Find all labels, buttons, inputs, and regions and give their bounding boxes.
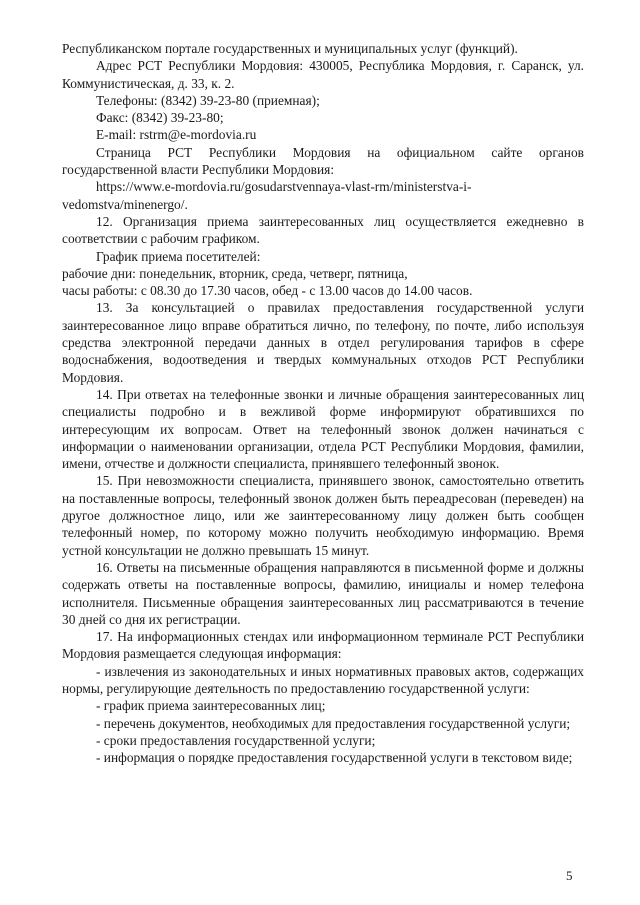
page-number: 5: [566, 868, 573, 883]
paragraph-website-intro: Страница РСТ Республики Мордовия на официальном сайте органов государственной власти Республики Мордовия:: [62, 144, 584, 178]
paragraph-item-17: 17. На информационных стендах или информационном терминале РСТ Республики Мордовия размещается следующая информация:: [62, 629, 584, 662]
paragraph-item-15: 15. При невозможности специалиста, принявшего звонок, самостоятельно ответить на поставленные вопросы, телефонный звонок должен быть переадресован (переведен) на другое должностное лицо, или же заинтересованному лицу должен быть сообщен телефонный номер, по которому можно получить необходимую информацию. Время устной консультации не должно превышать 15 минут.: [62, 473, 584, 558]
paragraph-address: Адрес РСТ Республики Мордовия: 430005, Республика Мордовия, г. Саранск, ул. Коммунистическая, д. 33, к. 2.: [62, 58, 584, 91]
list-item-documents-list: - перечень документов, необходимых для предоставления государственной услуги;: [96, 715, 571, 731]
paragraph-schedule-title: График приема посетителей:: [96, 248, 261, 264]
list-item-service-terms: - сроки предоставления государственной услуги;: [96, 732, 376, 748]
paragraph-work-hours: часы работы: с 08.30 до 17.30 часов, обед - с 13.00 часов до 14.00 часов.: [62, 283, 473, 299]
paragraph-phones: Телефоны: (8342) 39-23-80 (приемная);: [96, 92, 320, 108]
paragraph-fax: Факс: (8342) 39-23-80;: [96, 110, 224, 126]
list-item-service-procedure: - информация о порядке предоставления государственной услуги в текстовом виде;: [96, 750, 573, 766]
list-item-reception-schedule: - график приема заинтересованных лиц;: [96, 698, 326, 714]
list-item-legal-extracts: - извлечения из законодательных и иных нормативных правовых актов, содержащих нормы, регулирующие деятельность по предоставлению государственной услуги:: [62, 663, 584, 696]
paragraph-item-12: 12. Организация приема заинтересованных лиц осуществляется ежедневно в соответствии с рабочим графиком.: [62, 213, 584, 247]
paragraph-portal: Республиканском портале государственных и муниципальных услуг (функций).: [62, 41, 518, 56]
paragraph-item-14: 14. При ответах на телефонные звонки и личные обращения заинтересованных лиц специалисты подробно и в вежливой форме информируют обратившихся по интересующим их вопросам. Ответ на телефонный звонок должен начинаться с информации о наименовании организации, отдела РСТ Республики Мордовия, фамилии, имени, отчестве и должности специалиста, принявшего телефонный звонок.: [62, 386, 584, 472]
paragraph-item-16: 16. Ответы на письменные обращения направляются в письменной форме и должны содержать ответы на поставленные вопросы, фамилию, инициалы и номер телефона исполнителя. Письменные обращения заинтересованных лиц рассматриваются в течение 30 дней со дня их регистрации.: [62, 559, 584, 627]
paragraph-website-url: https://www.e-mordovia.ru/gosudarstvennaya-vlast-rm/ministerstva-i-vedomstva/minenergo/.: [62, 179, 472, 212]
paragraph-email: E-mail: rstrm@e-mordovia.ru: [96, 127, 257, 143]
paragraph-item-13: 13. За консультацией о правилах предоставления государственной услуги заинтересованное лицо вправе обратиться лично, по телефону, по почте, либо используя средства электронной передачи данных в отдел регулирования тарифов в сфере водоснабжения, водоотведения и твердых коммунальных отходов РСТ Республики Мордовия.: [62, 300, 584, 385]
paragraph-workdays: рабочие дни: понедельник, вторник, среда, четверг, пятница,: [62, 265, 408, 281]
document-page: [62, 40, 584, 766]
